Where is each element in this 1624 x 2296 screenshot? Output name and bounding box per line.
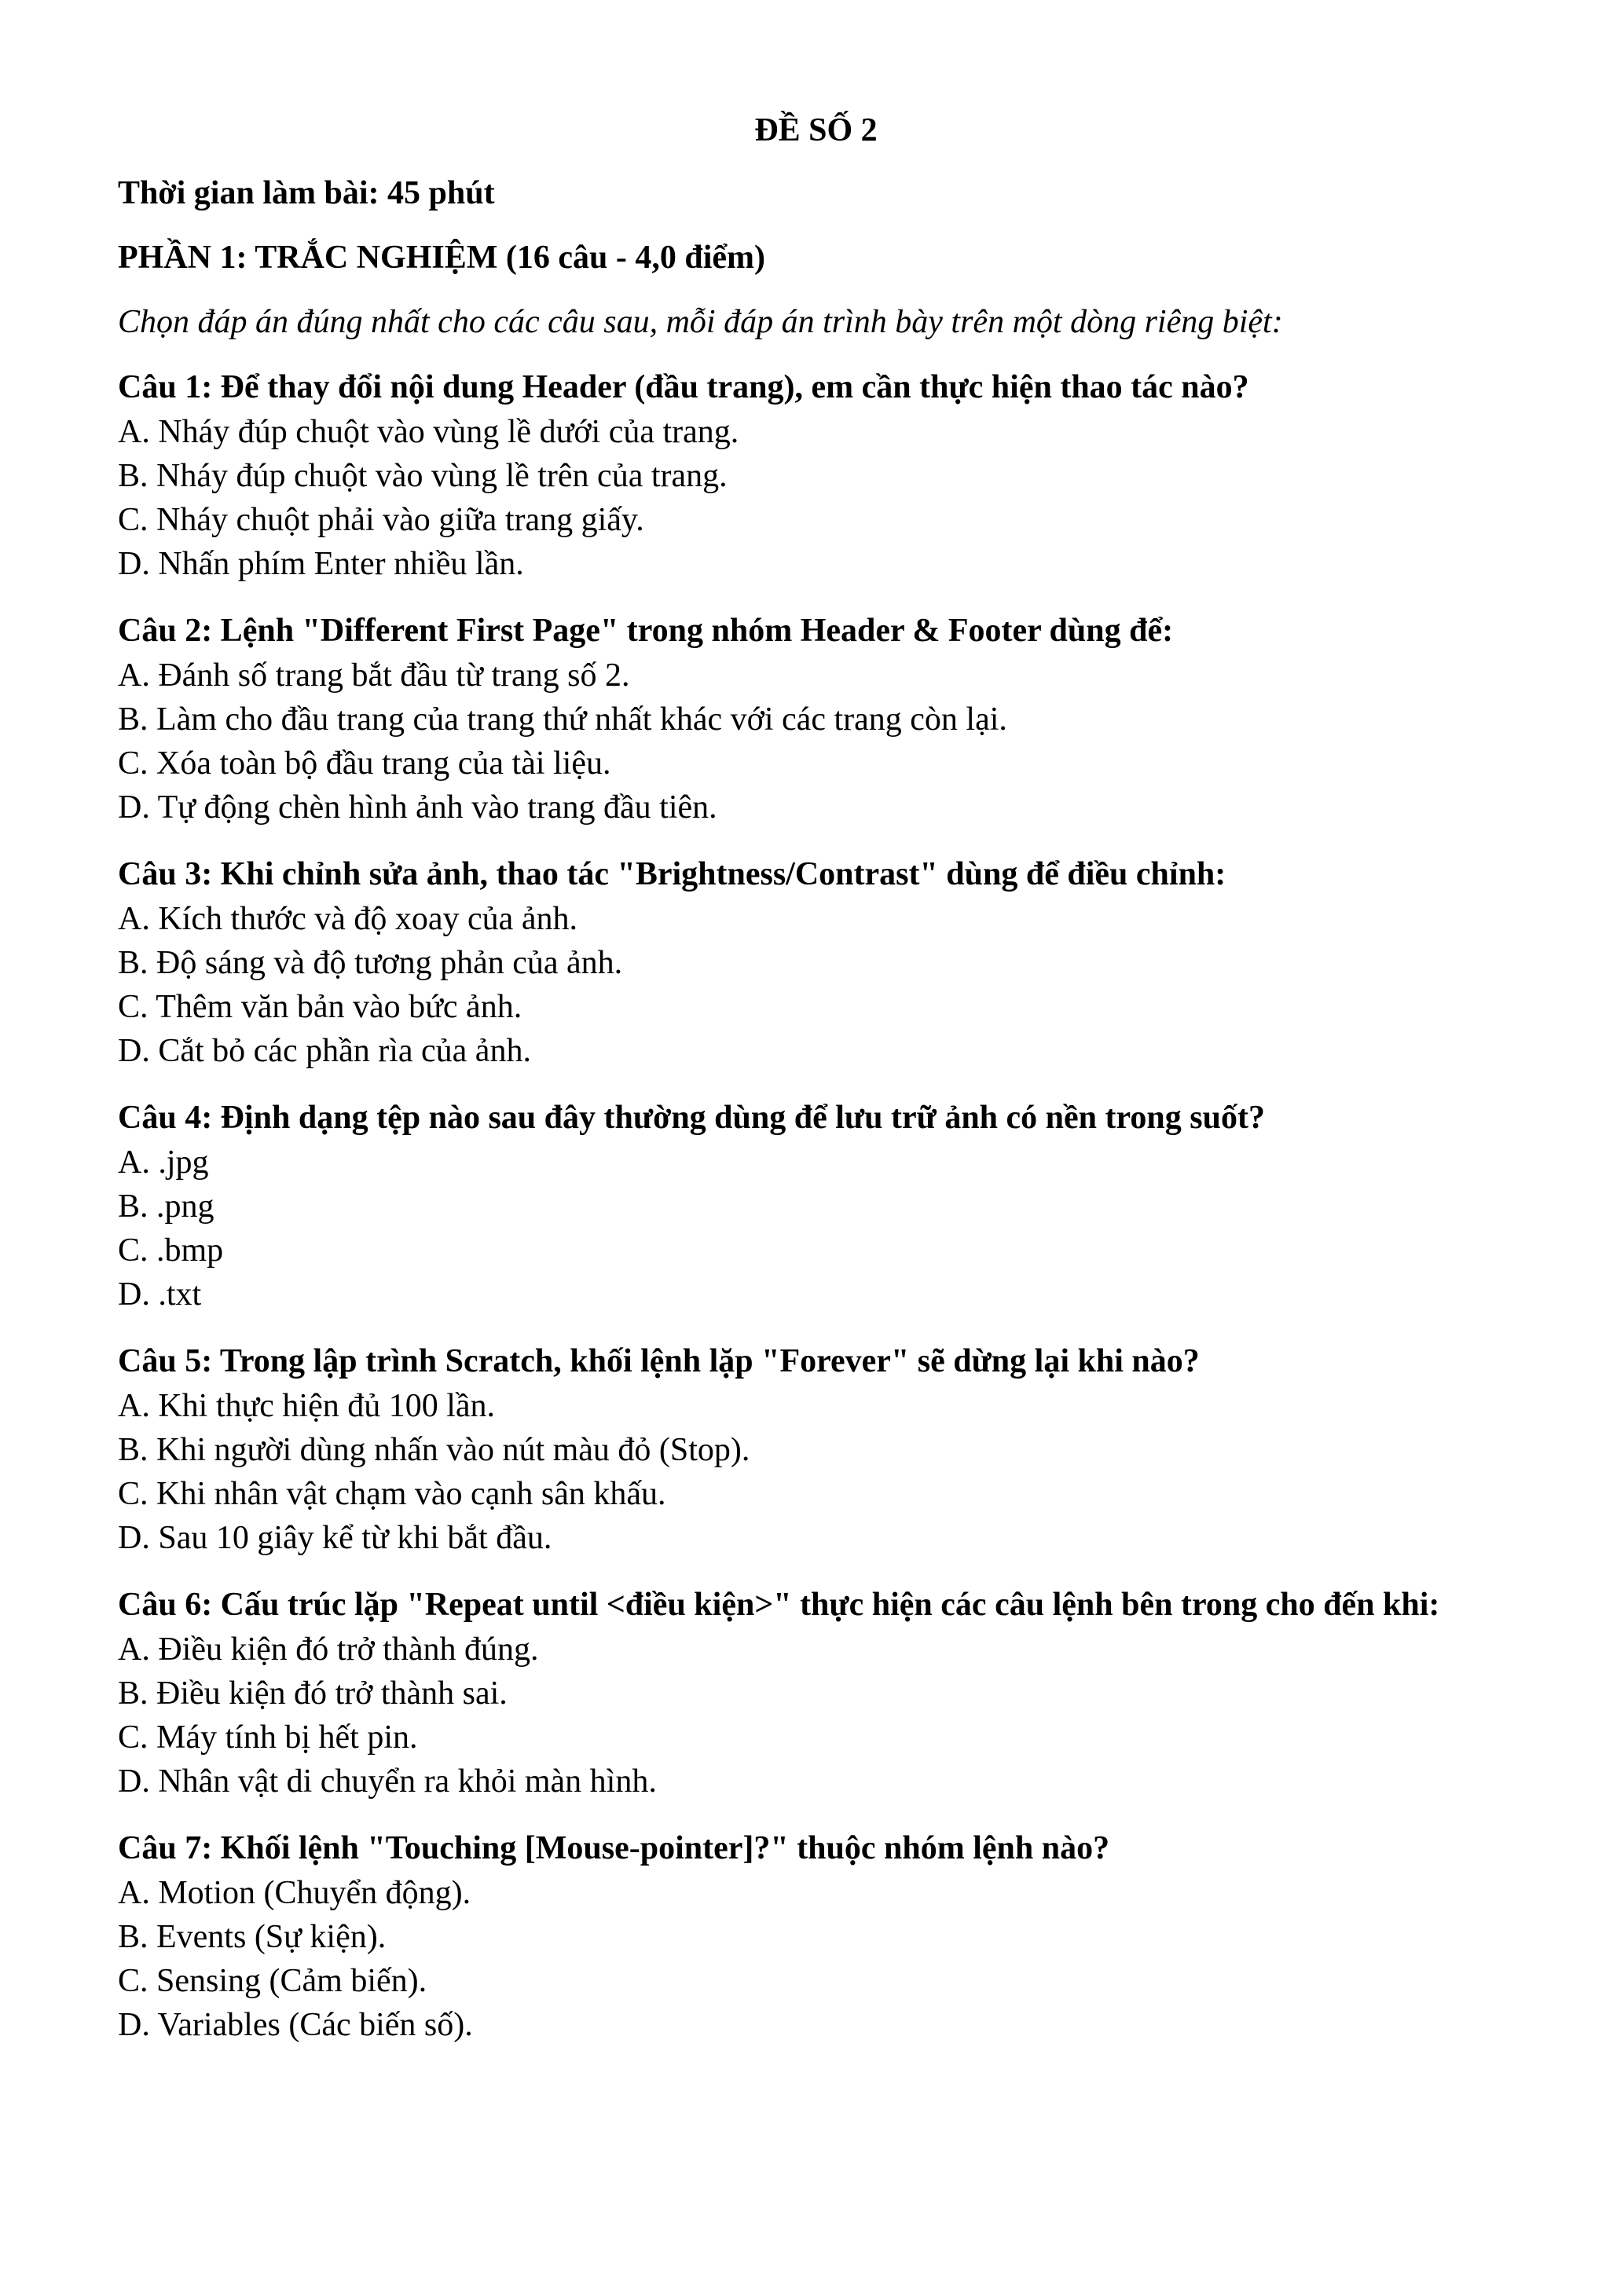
question-6	[118, 1582, 1514, 1803]
question-2	[118, 608, 1514, 829]
answer-options	[118, 1141, 1514, 1316]
answer-option: A. Đánh số trang bắt đầu từ trang số 2.	[118, 657, 630, 694]
answer-option: A. Nháy đúp chuột vào vùng lề dưới của trang.	[118, 414, 739, 450]
time-limit: Thời gian làm bài: 45 phút	[118, 175, 495, 211]
answer-option: B. Điều kiện đó trở thành sai.	[118, 1675, 508, 1712]
question-text: Câu 5: Trong lập trình Scratch, khối lệnh lặp "Forever" sẽ dừng lại khi nào?	[118, 1343, 1200, 1379]
answer-option: D. Nhân vật di chuyển ra khỏi màn hình.	[118, 1763, 657, 1800]
answer-option: C. Nháy chuột phải vào giữa trang giấy.	[118, 502, 644, 538]
answer-option: B. Nháy đúp chuột vào vùng lề trên của trang.	[118, 458, 728, 494]
instruction-text: Chọn đáp án đúng nhất cho các câu sau, mỗi đáp án trình bày trên một dòng riêng biệt:	[118, 304, 1283, 340]
question-text: Câu 1: Để thay đổi nội dung Header (đầu trang), em cần thực hiện thao tác nào?	[118, 369, 1249, 405]
question-3	[118, 851, 1514, 1073]
question-text: Câu 2: Lệnh "Different First Page" trong nhóm Header & Footer dùng để:	[118, 613, 1174, 649]
answer-options	[118, 410, 1514, 586]
answer-option: B. .png	[118, 1188, 214, 1225]
answer-option: A. Khi thực hiện đủ 100 lần.	[118, 1388, 496, 1424]
answer-options	[118, 897, 1514, 1073]
question-text: Câu 7: Khối lệnh "Touching [Mouse-pointer]?" thuộc nhóm lệnh nào?	[118, 1830, 1110, 1866]
question-1	[118, 364, 1514, 586]
exam-title: ĐỀ SỐ 2	[754, 112, 878, 148]
answer-option: B. Events (Sự kiện).	[118, 1919, 387, 1955]
answer-options	[118, 1384, 1514, 1560]
answer-option: C. Sensing (Cảm biến).	[118, 1963, 427, 1999]
answer-option: D. Variables (Các biến số).	[118, 2007, 473, 2043]
question-7	[118, 1825, 1514, 2047]
answer-option: C. Khi nhân vật chạm vào cạnh sân khấu.	[118, 1476, 666, 1512]
answer-option: A. Motion (Chuyển động).	[118, 1875, 471, 1911]
answer-option: B. Làm cho đầu trang của trang thứ nhất khác với các trang còn lại.	[118, 701, 1007, 738]
answer-option: D. Tự động chèn hình ảnh vào trang đầu tiên.	[118, 789, 717, 826]
question-text: Câu 3: Khi chỉnh sửa ảnh, thao tác "Brightness/Contrast" dùng để điều chỉnh:	[118, 856, 1226, 892]
question-4	[118, 1095, 1514, 1316]
answer-option: C. Máy tính bị hết pin.	[118, 1719, 418, 1756]
answer-options	[118, 1628, 1514, 1803]
answer-option: C. Thêm văn bản vào bức ảnh.	[118, 989, 522, 1025]
answer-option: A. .jpg	[118, 1144, 209, 1181]
answer-options	[118, 1871, 1514, 2047]
answer-option: D. Cắt bỏ các phần rìa của ảnh.	[118, 1033, 531, 1069]
answer-option: A. Kích thước và độ xoay của ảnh.	[118, 901, 577, 937]
answer-option: C. .bmp	[118, 1232, 224, 1269]
answer-option: B. Độ sáng và độ tương phản của ảnh.	[118, 945, 623, 981]
answer-option: C. Xóa toàn bộ đầu trang của tài liệu.	[118, 745, 611, 782]
answer-option: D. Nhấn phím Enter nhiều lần.	[118, 546, 524, 582]
answer-option: D. .txt	[118, 1276, 202, 1313]
section-heading: PHẦN 1: TRẮC NGHIỆM (16 câu - 4,0 điểm)	[118, 240, 766, 276]
question-5	[118, 1338, 1514, 1560]
question-text: Câu 6: Cấu trúc lặp "Repeat until <điều kiện>" thực hiện các câu lệnh bên trong cho đến khi:	[118, 1587, 1440, 1623]
question-text: Câu 4: Định dạng tệp nào sau đây thường dùng để lưu trữ ảnh có nền trong suốt?	[118, 1100, 1265, 1136]
answer-option: D. Sau 10 giây kể từ khi bắt đầu.	[118, 1520, 552, 1556]
answer-options	[118, 654, 1514, 829]
answer-option: A. Điều kiện đó trở thành đúng.	[118, 1631, 539, 1668]
answer-option: B. Khi người dùng nhấn vào nút màu đỏ (Stop).	[118, 1432, 750, 1468]
question-list	[118, 364, 1514, 2047]
